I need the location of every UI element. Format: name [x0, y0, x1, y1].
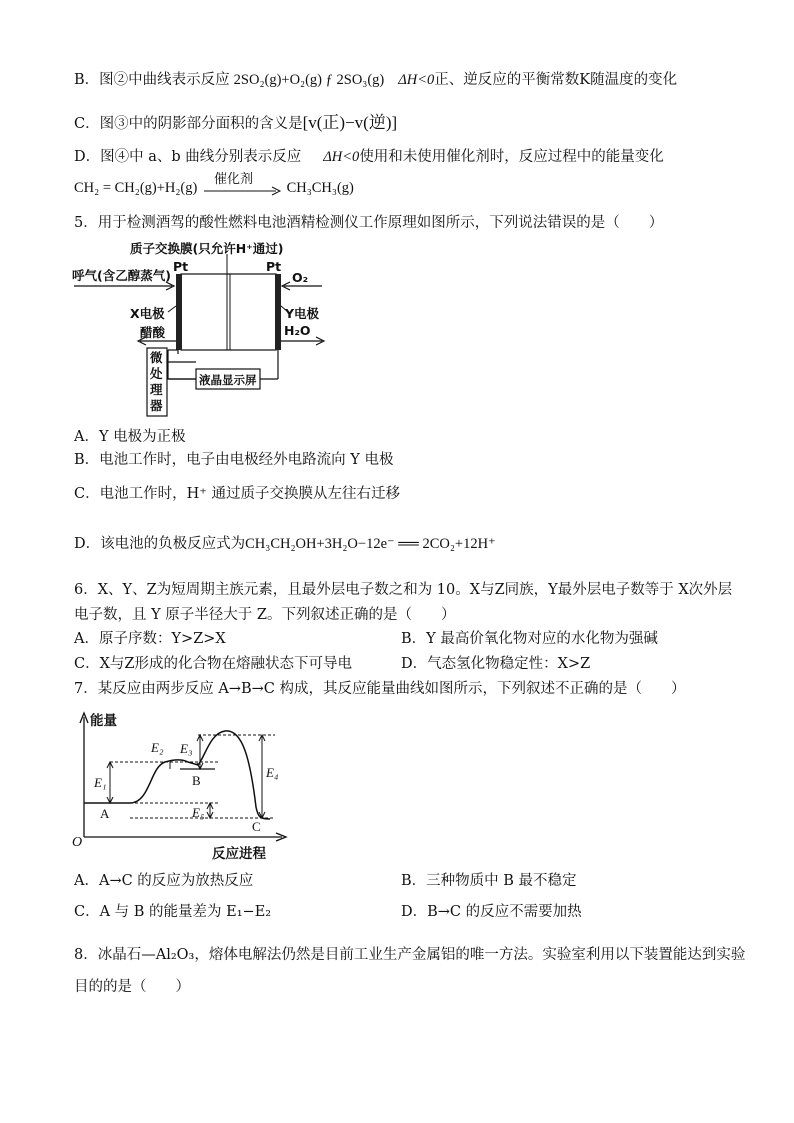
pt-left-label: Pt: [173, 259, 189, 274]
q4-option-c: C．图③中的阴影部分面积的含义是[v(正)−v(逆)]: [74, 113, 398, 132]
o2-label: O₂: [292, 270, 309, 285]
q5-figure-fuel-cell: [72, 236, 332, 418]
e5-label: E₅: [192, 805, 205, 820]
point-b-label: B: [192, 773, 201, 788]
point-a-label: A: [100, 806, 110, 821]
q7-option-d: D．B→C 的反应不需要加热: [401, 904, 582, 920]
q5-option-b: B．电池工作时，电子由电极经外电路流向 Y 电极: [74, 452, 394, 468]
q5-option-c: C．电池工作时，H⁺ 通过质子交换膜从左往右迁移: [74, 486, 401, 502]
q6-option-d: D．气态氢化物稳定性：X>Z: [401, 656, 591, 672]
display-label: 液晶显示屏: [199, 373, 257, 387]
q5-stem: 5．用于检测酒驾的酸性燃料电池酒精检测仪工作原理如图所示，下列说法错误的是（ ）: [74, 215, 664, 231]
q5-option-a: A．Y 电极为正极: [74, 429, 186, 445]
e4-label: E₄: [266, 765, 279, 780]
processor-label: 微处理器: [150, 350, 163, 413]
e2-label: E₂: [151, 740, 164, 755]
point-c-label: C: [252, 819, 261, 834]
energy-axis-label: 能量: [90, 713, 117, 729]
x-electrode-label: X电极: [130, 306, 165, 321]
breath-label: 呼气(含乙醇蒸气): [72, 268, 171, 283]
q5-option-d: D．该电池的负极反应式为CH₃CH₂OH+3H₂O−12e⁻ ══ 2CO₂+12H⁺: [74, 536, 496, 552]
water-label: H₂O: [284, 323, 311, 338]
q6-stem-line1: 6．X、Y、Z为短周期主族元素，且最外层电子数之和为 10。X与Z同族，Y最外层电子数等于 X次外层: [74, 582, 733, 598]
e3-label: E₃: [180, 741, 193, 756]
q4-option-d: D．图④中 a、b 曲线分别表示反应 ΔH<0使用和未使用催化剂时，反应过程中的能量变化: [74, 149, 664, 165]
q7-option-a: A．A→C 的反应为放热反应: [74, 873, 254, 889]
q4-option-d-equation: CH₂ = CH₂(g)+H₂(g) 催化剂 CH₃CH₃(g): [74, 172, 354, 196]
q7-stem: 7．某反应由两步反应 A→B→C 构成，其反应能量曲线如图所示，下列叙述不正确的是（ ）: [74, 681, 686, 697]
q8-stem-line2: 目的的是（ ）: [74, 979, 190, 995]
progress-axis-label: 反应进程: [212, 846, 266, 862]
pt-right-label: Pt: [266, 259, 282, 274]
q6-option-a: A．原子序数：Y>Z>X: [74, 631, 226, 647]
acetic-acid-label: 醋酸: [140, 325, 166, 340]
q8-stem-line1: 8．冰晶石—Al₂O₃，熔体电解法仍然是目前工业生产金属铝的唯一方法。实验室利用以下装置能达到实验: [74, 947, 746, 963]
q7-option-c: C．A 与 B 的能量差为 E₁−E₂: [74, 904, 272, 920]
q6-option-c: C．X与Z形成的化合物在熔融状态下可导电: [74, 656, 352, 672]
q7-option-b: B．三种物质中 B 最不稳定: [401, 873, 577, 889]
q7-figure-energy-diagram: [70, 707, 290, 865]
membrane-label: 质子交换膜(只允许H⁺通过): [130, 241, 284, 256]
q6-stem-line2: 电子数，且 Y 原子半径大于 Z。下列叙述正确的是（ ）: [74, 607, 456, 623]
catalyst-arrow: 催化剂: [202, 178, 282, 198]
origin-label: O: [72, 835, 83, 850]
y-electrode-label: Y电极: [285, 306, 320, 321]
q4-option-b: B．图②中曲线表示反应 2SO₂(g)+O₂(g) ƒ 2SO₃(g) ΔH<0正、逆反应的平衡常数K随温度的变化: [74, 72, 678, 88]
q6-option-b: B．Y 最高价氧化物对应的水化物为强碱: [401, 631, 658, 647]
e1-label: E₁: [94, 775, 107, 790]
